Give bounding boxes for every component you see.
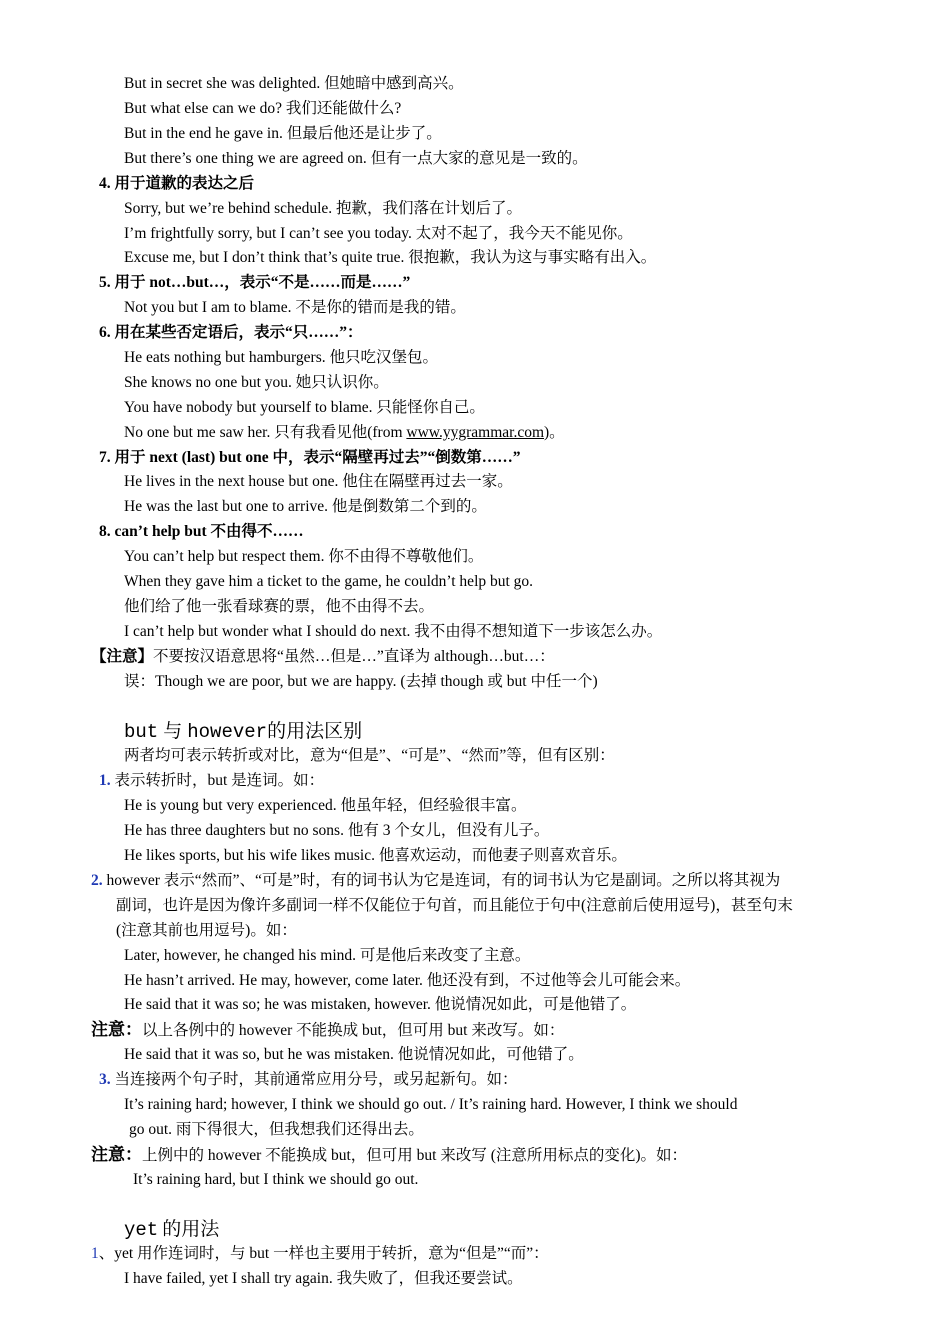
point-line bbox=[91, 871, 780, 891]
example-line: Sorry, but we’re behind schedule. 抱歉，我们落在计划后了。 bbox=[124, 200, 523, 217]
point-line bbox=[99, 771, 324, 791]
rule-heading-6: 6. 用在某些否定语后，表示“只……”： bbox=[99, 324, 363, 341]
example-line: He said that it was so, but he was mistaken. 他说情况如此，可他错了。 bbox=[124, 1046, 584, 1063]
example-line: 误：Though we are poor, but we are happy. (去掉 though 或 but 中任一个) bbox=[124, 673, 598, 690]
note-text: 以上各例中的 however 不能换成 but，但可用 but 来改写。如： bbox=[142, 1022, 565, 1039]
rule-heading-4: 4. 用于道歉的表达之后 bbox=[99, 175, 255, 192]
note-line bbox=[91, 1145, 687, 1166]
example-line: But there’s one thing we are agreed on. 但有一点大家的意见是一致的。 bbox=[124, 150, 588, 167]
note-text: 不要按汉语意思将“虽然…但是…”直译为 although…but…： bbox=[153, 648, 555, 665]
example-line: He was the last but one to arrive. 他是倒数第二个到的。 bbox=[124, 498, 487, 515]
point-number: 1 bbox=[91, 1245, 99, 1262]
example-line: It’s raining hard, but I think we should go out. bbox=[133, 1171, 419, 1188]
point-text: 表示转折时，but 是连词。如： bbox=[110, 772, 325, 789]
website-link[interactable]: www.yygrammar.com bbox=[406, 424, 545, 441]
rule-heading-5: 5. 用于 not…but…，表示“不是……而是……” bbox=[99, 274, 411, 291]
example-line: But in the end he gave in. 但最后他还是让步了。 bbox=[124, 125, 442, 142]
example-line: I can’t help but wonder what I should do next. 我不由得不想知道下一步该怎么办。 bbox=[124, 623, 663, 640]
point-text: 、yet 用作连词时，与 but 一样也主要用于转折，意为“但是”“而”： bbox=[98, 1245, 549, 1262]
example-line: It’s raining hard; however, I think we should go out. / It’s raining hard. However, I think we should bbox=[124, 1096, 738, 1113]
point-line bbox=[99, 1070, 518, 1090]
example-line: But in secret she was delighted. 但她暗中感到高兴。 bbox=[124, 75, 464, 92]
example-line bbox=[124, 423, 565, 443]
example-line: But what else can we do? 我们还能做什么? bbox=[124, 100, 402, 117]
example-line: You have nobody but yourself to blame. 只能怪你自己。 bbox=[124, 399, 485, 416]
point-number: 2. bbox=[91, 872, 103, 889]
example-line: She knows no one but you. 她只认识你。 bbox=[124, 374, 389, 391]
rule-heading-7: 7. 用于 next (last) but one 中，表示“隔壁再过去”“倒数第……” bbox=[99, 449, 521, 466]
example-line: When they gave him a ticket to the game, he couldn’t help but go. bbox=[124, 573, 534, 590]
example-line: He likes sports, but his wife likes music. 他喜欢运动，而他妻子则喜欢音乐。 bbox=[124, 847, 627, 864]
point-text: 当连接两个句子时，其前通常应用分号，或另起新句。如： bbox=[110, 1071, 518, 1088]
point-number: 3. bbox=[99, 1071, 111, 1088]
rule-heading-8: 8. can’t help but 不由得不…… bbox=[99, 523, 304, 540]
point-text: however 表示“然而”、“可是”时，有的词书认为它是连词，有的词书认为它是副词。之所以将其视为 bbox=[102, 872, 781, 889]
example-line: I’m frightfully sorry, but I can’t see you today. 太对不起了，我今天不能见你。 bbox=[124, 225, 633, 242]
example-line: He hasn’t arrived. He may, however, come later. 他还没有到，不过他等会儿可能会来。 bbox=[124, 972, 691, 989]
note-line bbox=[91, 647, 555, 667]
example-line: He lives in the next house but one. 他住在隔壁再过去一家。 bbox=[124, 473, 513, 490]
note-label: 【注意】 bbox=[91, 648, 154, 665]
note-label: 注意： bbox=[91, 1020, 142, 1039]
example-line-continued: go out. 雨下得很大，但我想我们还得出去。 bbox=[129, 1121, 424, 1138]
example-line: He has three daughters but no sons. 他有 3 个女儿，但没有儿子。 bbox=[124, 822, 550, 839]
example-line: Not you but I am to blame. 不是你的错而是我的错。 bbox=[124, 299, 466, 316]
example-line: 他们给了他一张看球赛的票，他不由得不去。 bbox=[124, 598, 435, 615]
section-title-yet: yet 的用法 bbox=[124, 1218, 220, 1241]
section-title-but-however: but 与 however的用法区别 bbox=[124, 720, 363, 743]
example-line: He is young but very experienced. 他虽年轻，但经验很丰富。 bbox=[124, 797, 527, 814]
point-number: 1. bbox=[99, 772, 111, 789]
note-text: 上例中的 however 不能换成 but，但可用 but 来改写 (注意所用标点的变化)。如： bbox=[142, 1147, 688, 1164]
example-line: Excuse me, but I don’t think that’s quite true. 很抱歉，我认为这与事实略有出入。 bbox=[124, 249, 657, 266]
point-text-continued: 副词，也许是因为像许多副词一样不仅能位于句首，而且能位于句中(注意前后使用逗号)，甚至句末 bbox=[116, 897, 793, 914]
example-line: He eats nothing but hamburgers. 他只吃汉堡包。 bbox=[124, 349, 438, 366]
example-line: I have failed, yet I shall try again. 我失败了，但我还要尝试。 bbox=[124, 1270, 523, 1287]
example-line: Later, however, he changed his mind. 可是他后来改变了主意。 bbox=[124, 947, 531, 964]
point-line bbox=[91, 1244, 549, 1264]
example-line: He said that it was so; he was mistaken, however. 他说情况如此，可是他错了。 bbox=[124, 996, 637, 1013]
example-line: You can’t help but respect them. 你不由得不尊敬他们。 bbox=[124, 548, 484, 565]
intro-line: 两者均可表示转折或对比，意为“但是”、“可是”、“然而”等，但有区别： bbox=[124, 747, 615, 764]
example-text: No one but me saw her. 只有我看见他(from bbox=[124, 424, 407, 441]
example-text: )。 bbox=[544, 424, 565, 441]
point-text-continued: (注意其前也用逗号)。如： bbox=[116, 922, 297, 939]
note-line bbox=[91, 1020, 564, 1041]
note-label: 注意： bbox=[91, 1145, 142, 1164]
